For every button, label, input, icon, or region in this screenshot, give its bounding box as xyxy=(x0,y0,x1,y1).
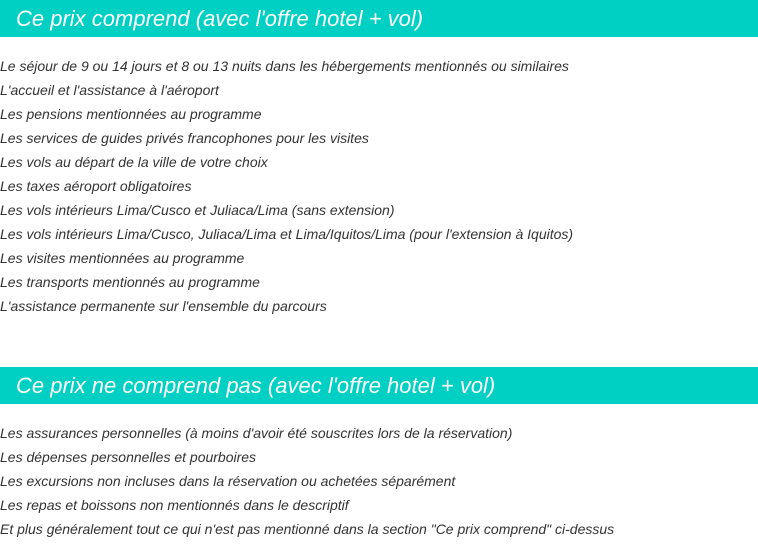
list-item: Les excursions non incluses dans la réservation ou achetées séparément xyxy=(0,473,456,489)
list-item: Les assurances personnelles (à moins d'avoir été souscrites lors de la réservation) xyxy=(0,425,513,441)
list-item: Les repas et boissons non mentionnés dans le descriptif xyxy=(0,497,349,513)
list-item: Les dépenses personnelles et pourboires xyxy=(0,449,257,465)
list-item: Les taxes aéroport obligatoires xyxy=(0,178,192,194)
included-section-title: Ce prix comprend (avec l'offre hotel + vol) xyxy=(0,0,758,37)
list-item: Et plus généralement tout ce qui n'est pas mentionné dans la section "Ce prix comprend" ci-dessus xyxy=(0,521,615,537)
list-item: Les transports mentionnés au programme xyxy=(0,274,260,290)
list-item: L'assistance permanente sur l'ensemble du parcours xyxy=(0,298,327,314)
list-item: Les vols intérieurs Lima/Cusco et Juliaca/Lima (sans extension) xyxy=(0,202,395,218)
list-item: Les visites mentionnées au programme xyxy=(0,250,245,266)
list-item: Les pensions mentionnées au programme xyxy=(0,106,262,122)
list-item: Les vols au départ de la ville de votre choix xyxy=(0,154,268,170)
excluded-list xyxy=(0,421,614,541)
list-item: Le séjour de 9 ou 14 jours et 8 ou 13 nuits dans les hébergements mentionnés ou similaires xyxy=(0,58,569,74)
list-item: Les vols intérieurs Lima/Cusco, Juliaca/Lima et Lima/Iquitos/Lima (pour l'extension à Iquitos) xyxy=(0,226,574,242)
list-item: L'accueil et l'assistance à l'aéroport xyxy=(0,82,219,98)
list-item: Les services de guides privés francophones pour les visites xyxy=(0,130,369,146)
included-list xyxy=(0,54,573,318)
excluded-section-title: Ce prix ne comprend pas (avec l'offre hotel + vol) xyxy=(0,367,758,404)
